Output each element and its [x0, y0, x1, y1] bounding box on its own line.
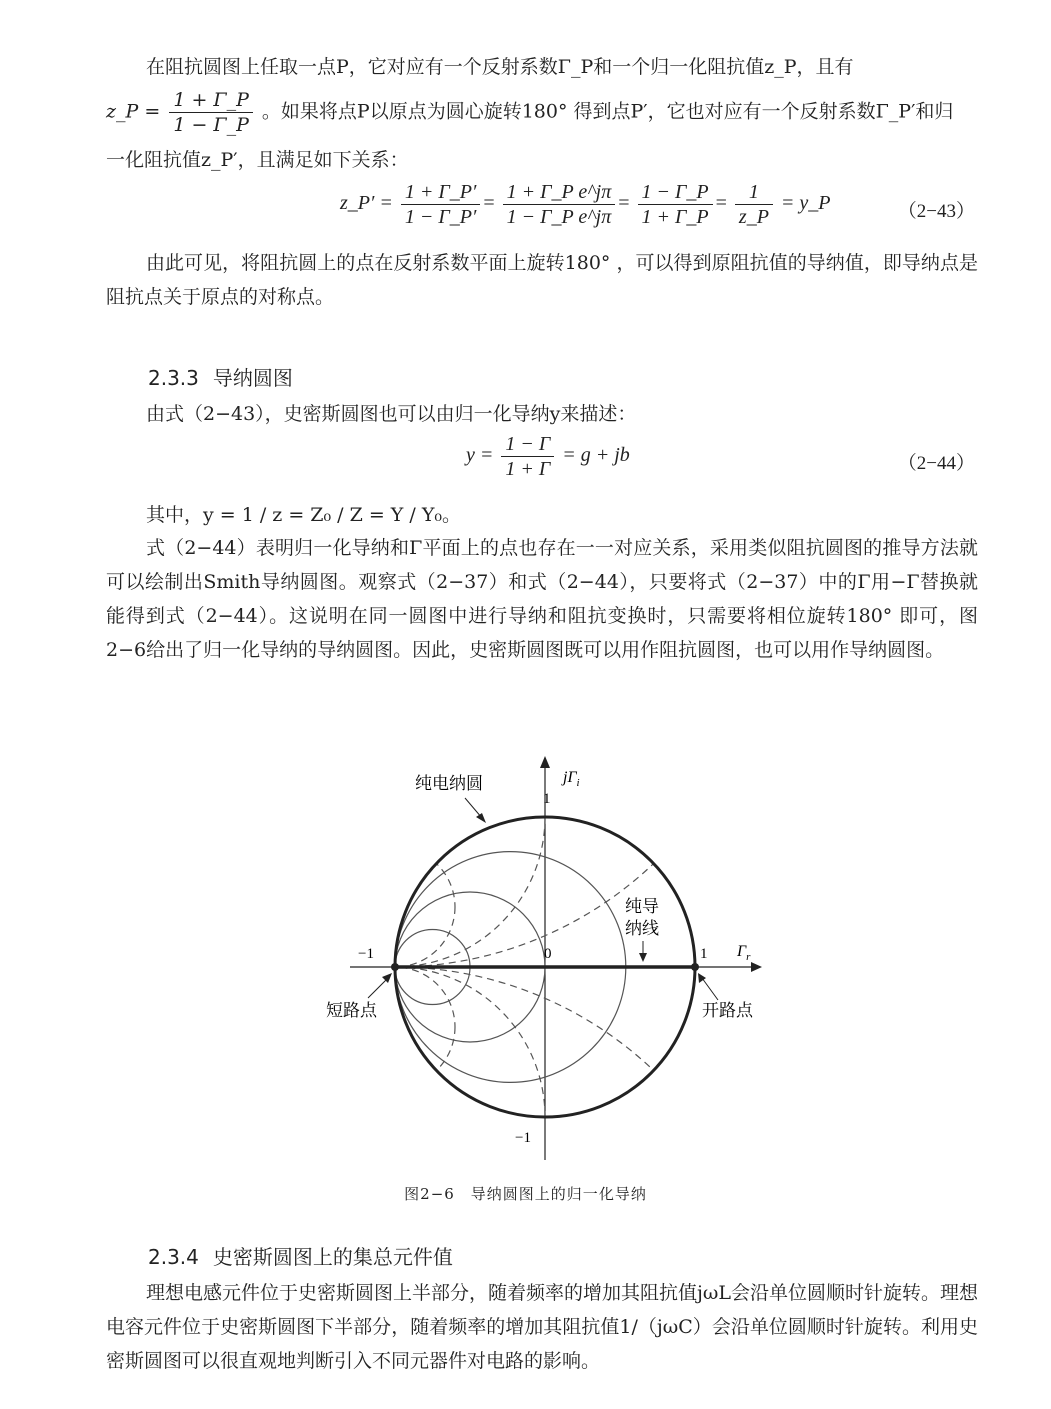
- paragraph-intro-line1: 在阻抗圆图上任取一点P，它对应有一个反射系数Γ_P和一个归一化阻抗值z_P，且有: [146, 56, 854, 78]
- label-real-axis: $\Gamma_r$: [737, 943, 751, 963]
- eq243-lhs: z_P′ =: [340, 192, 393, 215]
- paragraph-admittance-description: 式（2−44）表明归一化导纳和Γ平面上的点也存在一一对应关系，采用类似阻抗圆图的推导方法就可以绘制出Smith导纳圆图。观察式（2−37）和式（2−44），只要将式（2−37）中的Γ用−Γ替换就能得到式（2−44）。这说明在同一圆图中进行导纳和阻抗变换时，只需要将相位旋转180° 即可，图2−6给出了归一化导纳的导纳圆图。因此，史密斯圆图既可以用作阻抗圆图，也可以用作导纳圆图。: [106, 537, 978, 661]
- equation-2-43: z_P′ = $\frac{1 + \Gamma\_P'}{1 - \Gamma\_P'}$ = $\frac{\text{1 + Γ\_P e\textasciicircum{}jπ}}{\text{1 − Γ\_P e\textasciicircum{}jπ}}$ = $\frac{1 - \Gamma\_P}{1 + \Gamma\_P}$ = $\frac{1}{z\_P}$ = y_P: [340, 181, 831, 228]
- eq243-rhs: = y_P: [780, 192, 831, 215]
- susceptance-arc-b04-bottom: [300, 967, 770, 1170]
- zp-label: z_P =: [106, 100, 161, 123]
- eq243-frac2-num: 1 + Γ_P e^jπ: [503, 180, 616, 205]
- eq243-frac2-den: 1 − Γ_P e^jπ: [506, 206, 612, 228]
- paragraph-admittance-intro: 由式（2−43），史密斯圆图也可以由归一化导纳y来描述：: [146, 403, 637, 425]
- eq243-frac4: [735, 180, 773, 229]
- real-axis-arrow: [751, 962, 762, 972]
- figure-caption: 图2−6 导纳圆图上的归一化导纳: [404, 1185, 647, 1203]
- eq243-frac4-den: z_P: [738, 206, 769, 228]
- paragraph-conclusion: 由此可见，将阻抗圆上的点在反射系数平面上旋转180° ，可以得到原阻抗值的导纳值，即导纳点是阻抗点关于原点的对称点。: [106, 252, 978, 308]
- susceptance-arc-b04-top: [300, 750, 770, 967]
- tick-right: 1: [700, 946, 708, 962]
- label-susceptance-circle: 纯电纳圆: [415, 774, 483, 793]
- paragraph-intro-line2: [106, 88, 978, 137]
- label-short-point: 短路点: [326, 1001, 377, 1020]
- eq243-frac1: [401, 180, 480, 229]
- eq243-frac3-den: 1 + Γ_P: [641, 206, 709, 228]
- paragraph-intro-line3: 一化阻抗值z_P′，且满足如下关系：: [106, 149, 409, 171]
- pointer-short: [368, 978, 388, 998]
- zp-fraction: [169, 88, 253, 137]
- admittance-smith-chart: [300, 750, 780, 1170]
- open-point: [691, 963, 699, 971]
- section-title: 导纳圆图: [212, 366, 293, 390]
- eq244-frac-den: 1 + Γ: [505, 458, 551, 480]
- equation-number-2-44: （2−44）: [897, 453, 975, 474]
- label-conductance-line-2: 纳线: [625, 919, 659, 938]
- label-conductance-line-1: 纯导: [625, 897, 659, 916]
- eq243-frac3: [638, 180, 713, 229]
- section-heading-2-3-3: [148, 362, 293, 391]
- zp-fraction-den: 1 − Γ_P: [173, 114, 249, 136]
- pointer-susceptance-head: [476, 813, 486, 823]
- eq243-frac1-num: 1 + Γ_P′: [401, 180, 480, 205]
- section-number: 2.3.4: [148, 1245, 199, 1269]
- pointer-open: [702, 978, 718, 1000]
- section-number: 2.3.3: [148, 366, 199, 390]
- tick-origin: 0: [544, 946, 552, 962]
- section-heading-2-3-4: [148, 1241, 453, 1270]
- paragraph-where: 其中，y = 1 / z = Z₀ / Z = Y / Y₀。: [146, 504, 461, 526]
- label-open-point: 开路点: [702, 1001, 753, 1020]
- short-point: [391, 963, 399, 971]
- eq243-frac3-num: 1 − Γ_P: [638, 180, 713, 205]
- susceptance-arc-b1-bottom: [300, 967, 545, 1170]
- label-imag-axis: $j\Gamma_i$: [563, 769, 580, 789]
- pointer-short-head: [382, 973, 392, 983]
- pointer-conductance-head: [639, 953, 647, 962]
- tick-left: −1: [358, 946, 374, 962]
- eq243-frac4-num: 1: [735, 180, 773, 205]
- eq244-lhs: y =: [466, 444, 494, 467]
- tick-top: 1: [543, 791, 551, 807]
- zp-fraction-num: 1 + Γ_P: [169, 88, 253, 113]
- eq243-frac2: [503, 180, 616, 229]
- eq243-frac1-den: 1 − Γ_P′: [404, 206, 477, 228]
- eq244-frac: [501, 432, 554, 481]
- imag-axis-arrow: [540, 756, 550, 768]
- paragraph-lumped-elements: 理想电感元件位于史密斯圆图上半部分，随着频率的增加其阻抗值jωL会沿单位圆顺时针旋转。理想电容元件位于史密斯圆图下半部分，随着频率的增加其阻抗值1/（jωC）会沿单位圆顺时针旋转。利用史密斯圆图可以很直观地判断引入不同元器件对电路的影响。: [106, 1282, 979, 1372]
- equation-number-2-43: （2−43）: [897, 201, 975, 222]
- equation-2-44: [466, 432, 630, 481]
- intro-line2-text: 。如果将点P以原点为圆心旋转180° 得到点P′，它也对应有一个反射系数Γ_P′和归: [261, 100, 954, 123]
- tick-bottom: −1: [515, 1130, 531, 1146]
- eq244-rhs: = g + jb: [562, 444, 630, 467]
- section-title: 史密斯圆图上的集总元件值: [212, 1245, 453, 1269]
- eq244-frac-num: 1 − Γ: [501, 432, 554, 457]
